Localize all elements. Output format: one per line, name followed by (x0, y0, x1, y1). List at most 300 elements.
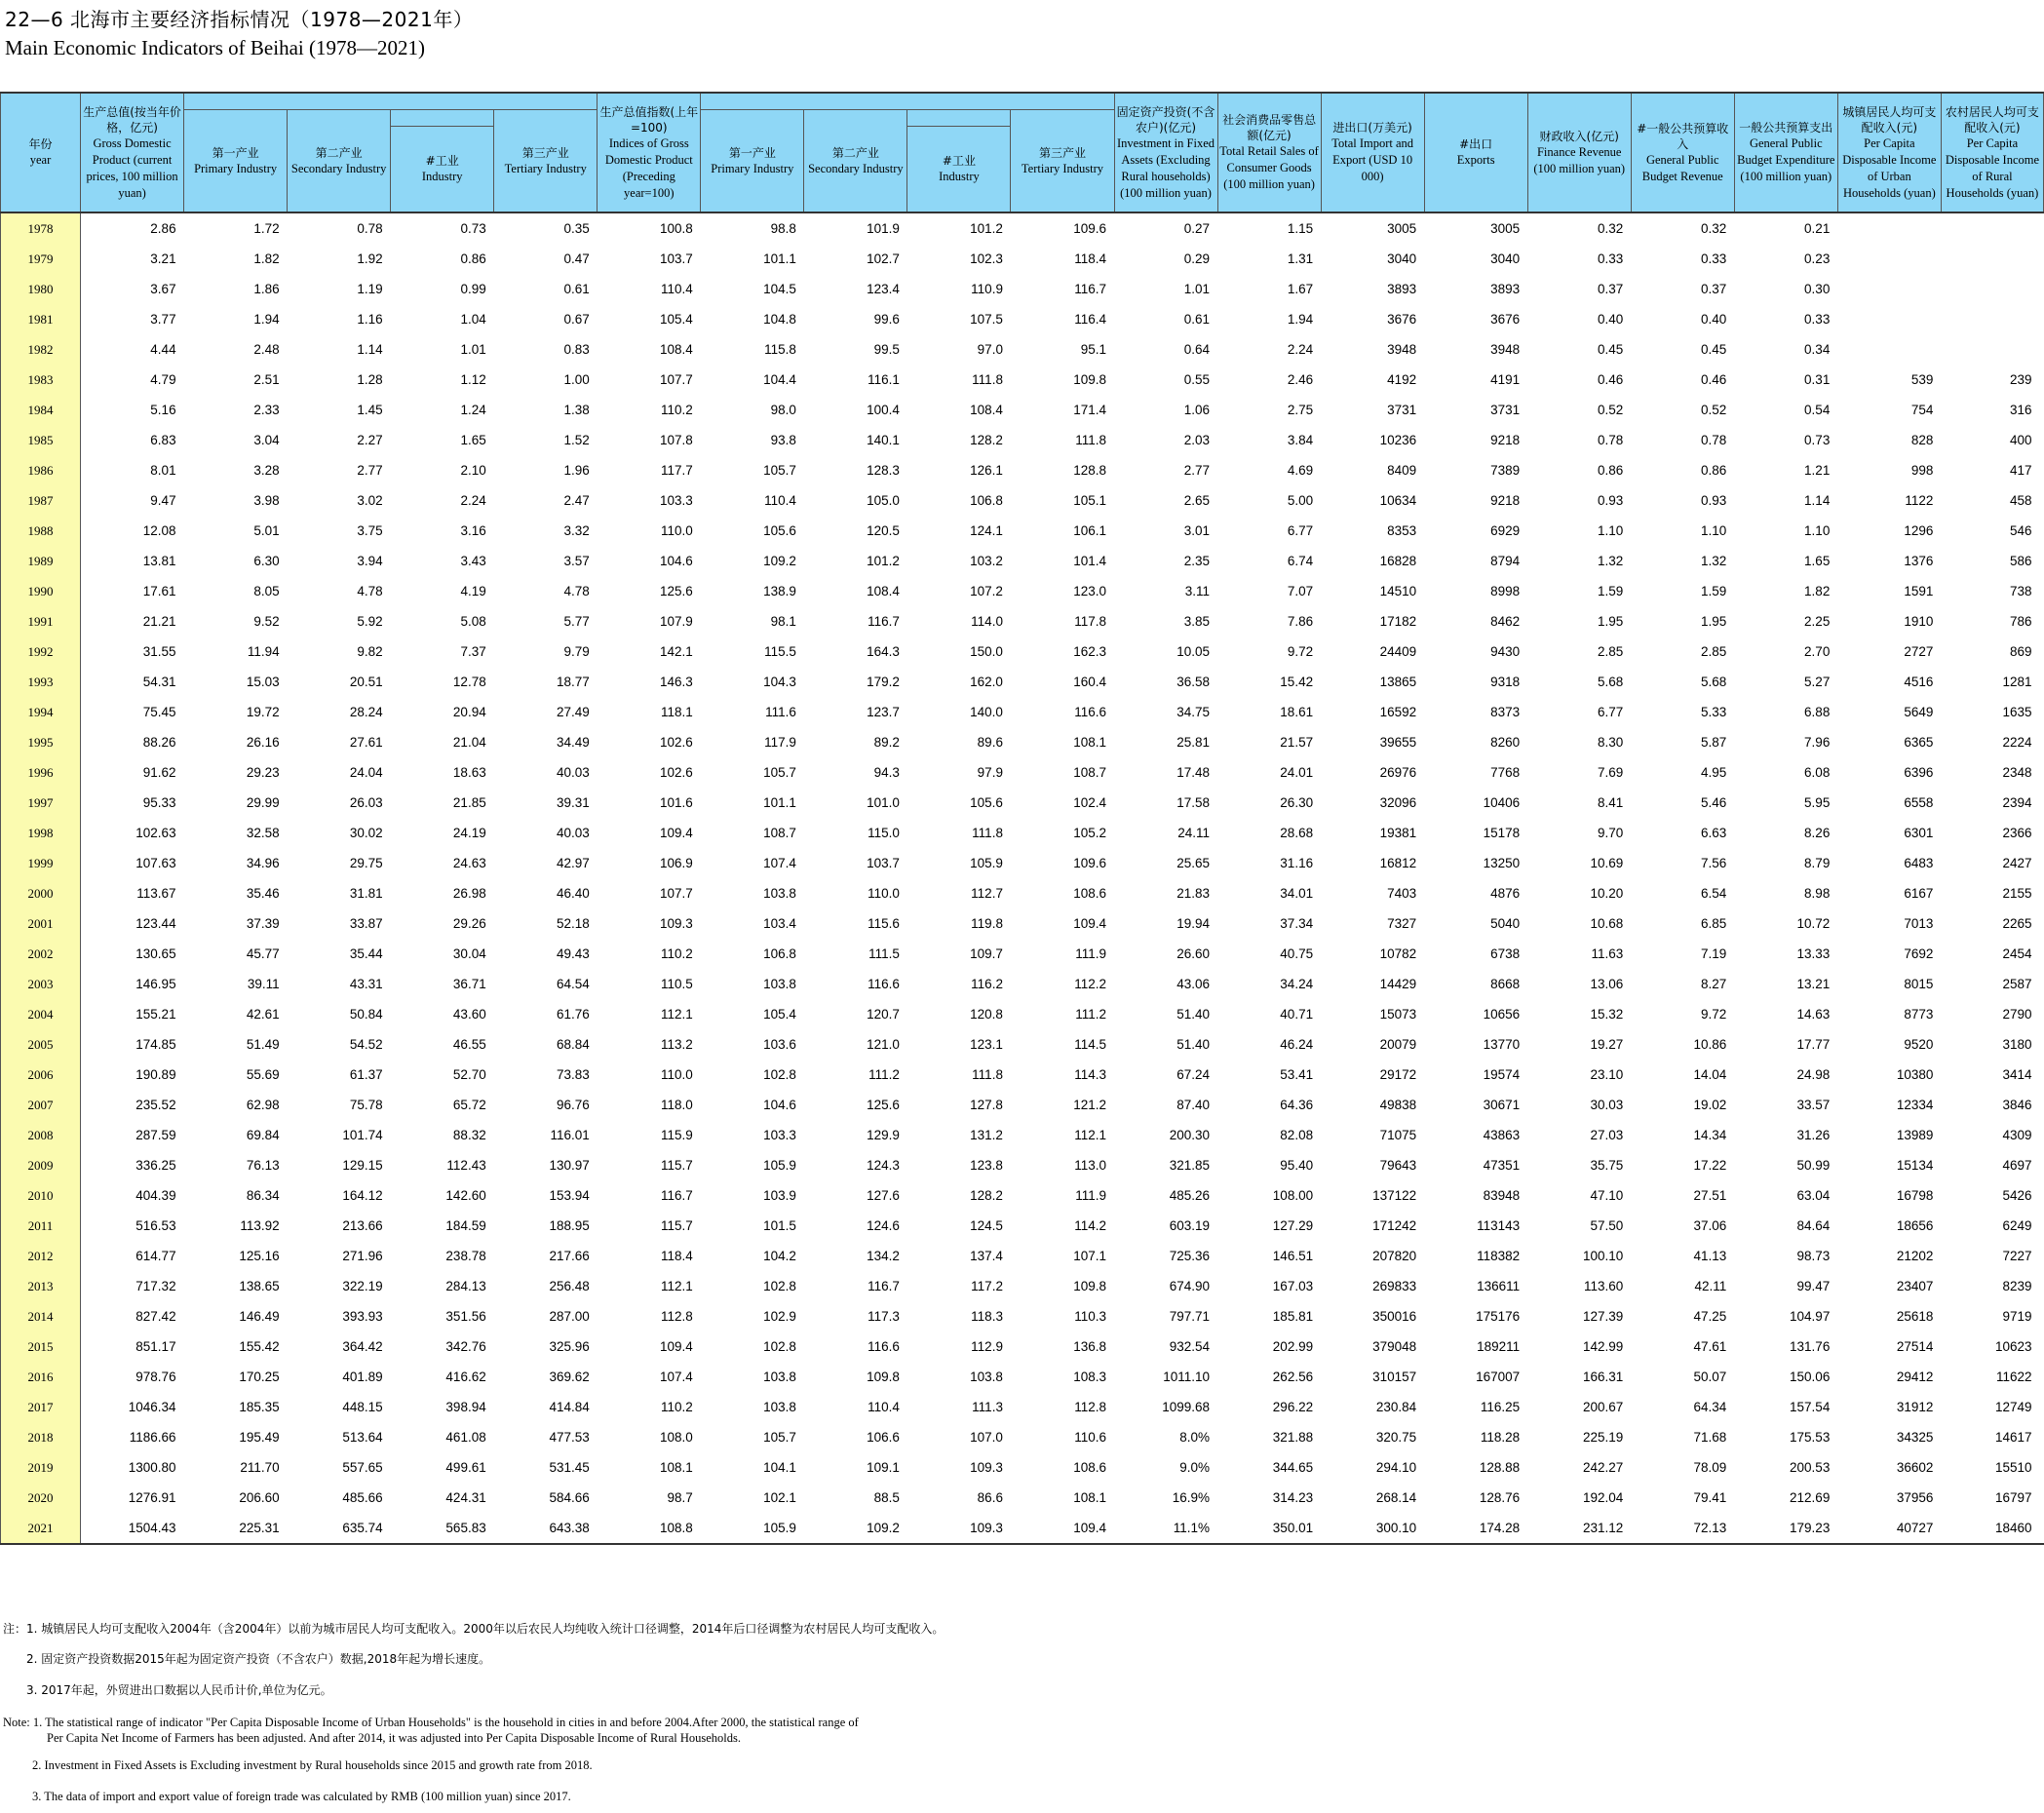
value-cell: 1.16 (357, 312, 383, 327)
year-cell: 1997 (1, 788, 81, 818)
value-cell: 142.60 (445, 1188, 486, 1203)
value-cell: 0.33 (1804, 312, 1831, 327)
value-cell: 3.77 (150, 312, 176, 327)
value-cell: 1.21 (1804, 463, 1831, 478)
value-cell: 111.9 (1075, 1188, 1106, 1203)
value-cell: 83948 (1483, 1188, 1521, 1203)
value-cell: 485.26 (1169, 1188, 1211, 1203)
table-row (1, 212, 2044, 244)
value-cell: 15.03 (246, 675, 280, 689)
value-cell: 3.43 (460, 554, 486, 568)
value-cell: 16812 (1379, 856, 1417, 870)
value-cell: 105.7 (763, 765, 796, 780)
value-cell: 8.30 (1597, 735, 1624, 750)
value-cell: 6.08 (1804, 765, 1831, 780)
year-cell: 2009 (1, 1150, 81, 1180)
value-cell: 869 (2009, 644, 2032, 659)
value-cell: 97.0 (977, 342, 1003, 357)
table-body (1, 212, 2044, 1544)
value-cell: 10.68 (1590, 916, 1624, 931)
value-cell: 103.3 (660, 493, 693, 508)
value-cell: 557.65 (342, 1460, 383, 1475)
value-cell: 458 (2009, 493, 2032, 508)
value-cell: 416.62 (445, 1369, 486, 1384)
value-cell: 5.92 (357, 614, 383, 629)
value-cell: 0.31 (1804, 372, 1831, 387)
value-cell: 46.40 (556, 886, 590, 901)
value-cell: 5040 (1490, 916, 1521, 931)
value-cell: 166.31 (1582, 1369, 1624, 1384)
header-finance-revenue: 财政收入(亿元) Finance Revenue (100 million yuan) (1527, 93, 1631, 212)
table-row (1, 667, 2044, 697)
value-cell: 14.04 (1693, 1067, 1727, 1082)
value-cell: 300.10 (1321, 1513, 1424, 1544)
value-cell: 95.1 (1080, 342, 1106, 357)
value-cell: 211.70 (240, 1460, 280, 1475)
value-cell: 3948 (1387, 342, 1417, 357)
note-en-3: 3. The data of import and export value of foreign trade was calculated by RMB (100 million yuan) since 2017. (32, 1790, 571, 1803)
value-cell: 0.35 (563, 221, 590, 236)
value-cell: 175.53 (1790, 1430, 1831, 1445)
value-cell (1837, 334, 1941, 365)
value-cell: 19.27 (1590, 1037, 1624, 1052)
value-cell: 14617 (1994, 1430, 2032, 1445)
year-cell: 1995 (1, 727, 81, 757)
value-cell: 3.02 (357, 493, 383, 508)
value-cell: 344.65 (1272, 1460, 1314, 1475)
value-cell: 13865 (1379, 675, 1417, 689)
value-cell: 404.39 (135, 1188, 176, 1203)
table-row (1, 546, 2044, 576)
value-cell: 1.01 (1183, 282, 1211, 296)
value-cell: 100.10 (1582, 1249, 1624, 1263)
value-cell: 101.1 (763, 795, 796, 810)
value-cell: 93.8 (770, 433, 796, 447)
value-cell: 40727 (1837, 1513, 1941, 1544)
value-cell: 107.63 (135, 856, 176, 870)
value-cell (1941, 212, 2043, 244)
value-cell: 123.7 (867, 705, 900, 719)
value-cell: 738 (2009, 584, 2032, 598)
value-cell: 124.3 (867, 1158, 900, 1173)
value-cell: 978.76 (135, 1369, 176, 1384)
value-cell: 116.7 (1074, 282, 1106, 296)
value-cell: 127.39 (1582, 1309, 1624, 1324)
value-cell: 112.1 (661, 1007, 693, 1022)
value-cell: 321.88 (1272, 1430, 1314, 1445)
value-cell: 1.32 (1701, 554, 1727, 568)
value-cell: 103.8 (763, 1369, 796, 1384)
value-cell: 21.83 (1176, 886, 1211, 901)
value-cell: 190.89 (135, 1067, 176, 1082)
value-cell: 516.53 (135, 1218, 176, 1233)
value-cell: 107.5 (970, 312, 1003, 327)
value-cell: 24.63 (452, 856, 486, 870)
table-row (1, 1331, 2044, 1362)
value-cell: 130.97 (549, 1158, 590, 1173)
value-cell: 325.96 (549, 1339, 590, 1354)
value-cell: 164.12 (342, 1188, 383, 1203)
value-cell: 50.99 (1796, 1158, 1831, 1173)
value-cell: 584.66 (549, 1490, 590, 1505)
value-cell: 140.1 (867, 433, 900, 447)
value-cell: 96.76 (556, 1098, 590, 1112)
value-cell: 2454 (2002, 946, 2032, 961)
value-cell: 3731 (1490, 403, 1521, 417)
value-cell: 1.14 (357, 342, 383, 357)
value-cell: 110.6 (1074, 1430, 1106, 1445)
value-cell: 206.60 (239, 1490, 280, 1505)
value-cell: 107.7 (660, 372, 693, 387)
value-cell: 37956 (1896, 1490, 1934, 1505)
value-cell: 84.64 (1796, 1218, 1831, 1233)
value-cell: 114.0 (971, 614, 1003, 629)
value-cell: 49.43 (556, 946, 590, 961)
value-cell: 21.85 (452, 795, 486, 810)
value-cell: 146.3 (660, 675, 693, 689)
value-cell: 8462 (1490, 614, 1521, 629)
value-cell: 109.6 (1073, 221, 1106, 236)
value-cell: 110.2 (661, 403, 693, 417)
value-cell: 4.78 (563, 584, 590, 598)
value-cell: 49838 (1379, 1098, 1417, 1112)
value-cell: 256.48 (549, 1279, 590, 1293)
table-row (1, 697, 2044, 727)
value-cell: 111.8 (972, 372, 1003, 387)
value-cell: 287.00 (549, 1309, 590, 1324)
value-cell: 101.9 (867, 221, 900, 236)
value-cell: 110.2 (661, 946, 693, 961)
value-cell: 100.4 (867, 403, 900, 417)
table-row (1, 516, 2044, 546)
value-cell: 13.33 (1796, 946, 1831, 961)
value-cell: 105.6 (763, 523, 796, 538)
value-cell: 68.84 (556, 1037, 590, 1052)
value-cell: 1300.80 (128, 1460, 176, 1475)
table-row (1, 727, 2044, 757)
value-cell: 138.9 (763, 584, 796, 598)
value-cell: 103.2 (970, 554, 1003, 568)
value-cell: 97.9 (977, 765, 1003, 780)
value-cell: 1.94 (253, 312, 280, 327)
value-cell: 109.2 (763, 554, 796, 568)
value-cell: 104.6 (763, 1098, 796, 1112)
value-cell: 104.4 (763, 372, 796, 387)
value-cell: 15.32 (1590, 1007, 1624, 1022)
value-cell: 118.28 (1480, 1430, 1521, 1445)
value-cell: 29.26 (452, 916, 486, 931)
value-cell: 239 (2009, 372, 2032, 387)
value-cell: 1.10 (1597, 523, 1624, 538)
value-cell: 104.8 (763, 312, 796, 327)
value-cell: 35.46 (246, 886, 280, 901)
value-cell: 104.97 (1790, 1309, 1831, 1324)
value-cell: 1.96 (563, 463, 590, 478)
value-cell: 4.95 (1701, 765, 1727, 780)
value-cell: 103.8 (763, 886, 796, 901)
value-cell: 13.06 (1590, 977, 1624, 991)
value-cell: 786 (2009, 614, 2032, 629)
value-cell: 10380 (1896, 1067, 1934, 1082)
value-cell: 477.53 (549, 1430, 590, 1445)
value-cell: 34.96 (246, 856, 280, 870)
value-cell: 111.2 (868, 1067, 900, 1082)
value-cell: 19.02 (1693, 1098, 1727, 1112)
value-cell: 3948 (1490, 342, 1521, 357)
value-cell: 2727 (1904, 644, 1934, 659)
value-cell: 121.2 (1073, 1098, 1106, 1112)
value-cell: 6.63 (1701, 826, 1727, 840)
header-gdp-industry-spacer (391, 110, 494, 127)
value-cell: 3414 (2002, 1067, 2032, 1082)
value-cell: 107.4 (763, 856, 796, 870)
note-cn-3: 3. 2017年起，外贸进出口数据以人民币计价,单位为亿元。 (26, 1683, 332, 1697)
value-cell: 269833 (1372, 1279, 1417, 1293)
value-cell: 75.45 (142, 705, 176, 719)
value-cell: 0.21 (1804, 221, 1831, 236)
value-cell: 635.74 (288, 1513, 391, 1544)
value-cell: 109.4 (660, 826, 693, 840)
value-cell: 2790 (2002, 1007, 2032, 1022)
value-cell: 3040 (1387, 251, 1417, 266)
value-cell: 26.98 (452, 886, 486, 901)
value-cell: 13.21 (1796, 977, 1831, 991)
value-cell: 1276.91 (128, 1490, 176, 1505)
value-cell: 28.68 (1280, 826, 1314, 840)
value-cell: 88.26 (142, 735, 176, 750)
table-row (1, 455, 2044, 485)
value-cell: 117.3 (868, 1309, 900, 1324)
table-row (1, 425, 2044, 455)
value-cell: 18460 (1941, 1513, 2043, 1544)
value-cell: 50.07 (1693, 1369, 1727, 1384)
value-cell: 26976 (1379, 765, 1417, 780)
year-cell: 1983 (1, 365, 81, 395)
value-cell: 128.76 (1479, 1490, 1521, 1505)
value-cell: 24.19 (452, 826, 486, 840)
table-row (1, 999, 2044, 1029)
header-index-industry-spacer (907, 110, 1011, 127)
value-cell: 27.51 (1693, 1188, 1727, 1203)
value-cell: 8.98 (1804, 886, 1831, 901)
value-cell: 125.6 (867, 1098, 900, 1112)
value-cell: 34.01 (1280, 886, 1314, 901)
value-cell: 1.31 (1287, 251, 1314, 266)
value-cell: 109.4 (660, 1339, 693, 1354)
value-cell: 112.8 (1074, 1400, 1106, 1414)
value-cell: 0.61 (563, 282, 590, 296)
value-cell: 321.85 (1169, 1158, 1211, 1173)
value-cell: 2.77 (1183, 463, 1211, 478)
value-cell (1837, 274, 1941, 304)
value-cell: 26.60 (1176, 946, 1211, 961)
header-fixed-assets: 固定资产投资(不含农户)(亿元) Investment in Fixed Assets (Excluding Rural households) (100 million yuan) (1114, 93, 1217, 212)
value-cell: 40.71 (1280, 1007, 1314, 1022)
value-cell: 3.04 (253, 433, 280, 447)
header-urban-income: 城镇居民人均可支配收入(元) Per Capita Disposable Income of Urban Households (yuan) (1837, 93, 1941, 212)
value-cell: 6396 (1904, 765, 1934, 780)
value-cell: 2.70 (1804, 644, 1831, 659)
value-cell: 116.6 (868, 1339, 900, 1354)
value-cell: 4309 (2002, 1128, 2032, 1142)
value-cell: 109.8 (1073, 372, 1106, 387)
value-cell: 25.81 (1176, 735, 1211, 750)
value-cell: 7013 (1904, 916, 1934, 931)
value-cell: 109.2 (804, 1513, 907, 1544)
value-cell: 108.6 (1073, 886, 1106, 901)
value-cell: 116.1 (868, 372, 900, 387)
value-cell: 1281 (2002, 675, 2032, 689)
year-cell: 2011 (1, 1211, 81, 1241)
value-cell: 120.5 (867, 523, 900, 538)
value-cell: 0.29 (1183, 251, 1211, 266)
value-cell: 6929 (1490, 523, 1521, 538)
value-cell: 12.08 (142, 523, 176, 538)
value-cell: 314.23 (1272, 1490, 1314, 1505)
value-cell: 754 (1910, 403, 1934, 417)
value-cell: 10782 (1379, 946, 1417, 961)
header-budget-revenue: #一般公共预算收入 General Public Budget Revenue (1631, 93, 1734, 212)
value-cell: 7.96 (1804, 735, 1831, 750)
value-cell: 2.25 (1804, 614, 1831, 629)
value-cell: 179.2 (867, 675, 900, 689)
value-cell: 0.32 (1701, 221, 1727, 236)
table-row (1, 1301, 2044, 1331)
value-cell: 603.19 (1169, 1218, 1211, 1233)
value-cell: 0.78 (1701, 433, 1727, 447)
value-cell: 1.45 (357, 403, 383, 417)
value-cell: 61.76 (556, 1007, 590, 1022)
value-cell: 14510 (1379, 584, 1417, 598)
value-cell: 102.63 (135, 826, 176, 840)
value-cell: 3.16 (460, 523, 486, 538)
value-cell: 6.83 (150, 433, 176, 447)
value-cell: 109.7 (970, 946, 1003, 961)
value-cell: 105.9 (701, 1513, 804, 1544)
value-cell: 0.34 (1804, 342, 1831, 357)
value-cell: 103.7 (660, 251, 693, 266)
value-cell: 101.4 (1073, 554, 1106, 568)
year-cell: 2001 (1, 908, 81, 939)
value-cell: 104.5 (763, 282, 796, 296)
value-cell: 125.6 (660, 584, 693, 598)
year-cell: 1978 (1, 212, 81, 244)
year-cell: 2010 (1, 1180, 81, 1211)
value-cell: 99.6 (873, 312, 900, 327)
value-cell: 827.42 (135, 1309, 176, 1324)
value-cell (1837, 212, 1941, 244)
table-row (1, 1060, 2044, 1090)
value-cell: 212.69 (1790, 1490, 1831, 1505)
value-cell: 29.99 (246, 795, 280, 810)
value-cell: 108.1 (1073, 735, 1106, 750)
value-cell: 10.05 (1176, 644, 1211, 659)
value-cell: 117.8 (1074, 614, 1106, 629)
value-cell: 76.13 (246, 1158, 280, 1173)
table-row (1, 1362, 2044, 1392)
table-row (1, 576, 2044, 606)
value-cell: 78.09 (1693, 1460, 1727, 1475)
value-cell: 5.77 (563, 614, 590, 629)
value-cell: 3005 (1387, 221, 1417, 236)
value-cell: 5.16 (150, 403, 176, 417)
value-cell: 29.75 (349, 856, 383, 870)
value-cell: 101.2 (970, 221, 1003, 236)
value-cell: 1.59 (1597, 584, 1624, 598)
value-cell: 157.54 (1790, 1400, 1831, 1414)
value-cell: 73.83 (556, 1067, 590, 1082)
value-cell: 185.81 (1272, 1309, 1314, 1324)
value-cell: 155.21 (135, 1007, 176, 1022)
header-gdp-index: 生产总值指数(上年=100) Indices of Gross Domestic Product (Preceding year=100) (598, 93, 701, 212)
value-cell: 351.56 (445, 1309, 486, 1324)
year-cell: 2007 (1, 1090, 81, 1120)
value-cell: 12.78 (452, 675, 486, 689)
value-cell: 26.16 (246, 735, 280, 750)
value-cell: 16797 (1994, 1490, 2032, 1505)
value-cell: 108.4 (970, 403, 1003, 417)
value-cell: 27.03 (1590, 1128, 1624, 1142)
value-cell: 350.01 (1217, 1513, 1321, 1544)
value-cell: 1.38 (563, 403, 590, 417)
value-cell: 0.78 (357, 221, 383, 236)
value-cell: 0.93 (1701, 493, 1727, 508)
value-cell: 485.66 (342, 1490, 383, 1505)
table-row (1, 1029, 2044, 1060)
table-row (1, 818, 2044, 848)
value-cell: 111.2 (1075, 1007, 1106, 1022)
value-cell: 725.36 (1169, 1249, 1211, 1263)
value-cell: 24.98 (1796, 1067, 1831, 1082)
value-cell: 11.1% (1114, 1513, 1217, 1544)
value-cell: 2.03 (1183, 433, 1211, 447)
value-cell: 171.4 (1073, 403, 1106, 417)
value-cell: 107.2 (970, 584, 1003, 598)
value-cell: 160.4 (1073, 675, 1106, 689)
value-cell: 1.82 (253, 251, 280, 266)
value-cell: 24.11 (1177, 826, 1211, 840)
value-cell: 1.65 (460, 433, 486, 447)
value-cell: 4191 (1490, 372, 1521, 387)
value-cell: 71075 (1379, 1128, 1417, 1142)
value-cell: 1504.43 (81, 1513, 184, 1544)
value-cell: 53.41 (1280, 1067, 1314, 1082)
value-cell: 998 (1910, 463, 1934, 478)
year-cell: 1982 (1, 334, 81, 365)
value-cell: 105.9 (970, 856, 1003, 870)
value-cell: 7.07 (1287, 584, 1314, 598)
value-cell: 146.51 (1272, 1249, 1314, 1263)
table-row (1, 969, 2044, 999)
value-cell: 109.4 (1011, 1513, 1114, 1544)
value-cell: 134.2 (867, 1249, 900, 1263)
year-cell: 1980 (1, 274, 81, 304)
table-row (1, 757, 2044, 788)
value-cell: 111.6 (765, 705, 796, 719)
header-gdp-industry: #工业 Industry (391, 127, 494, 213)
value-cell: 102.9 (763, 1309, 796, 1324)
value-cell: 10656 (1483, 1007, 1521, 1022)
value-cell: 34.75 (1176, 705, 1211, 719)
value-cell: 287.59 (135, 1128, 176, 1142)
value-cell: 7.19 (1701, 946, 1727, 961)
value-cell: 9.52 (253, 614, 280, 629)
value-cell: 6.77 (1597, 705, 1624, 719)
value-cell: 0.33 (1701, 251, 1727, 266)
value-cell: 131.76 (1790, 1339, 1831, 1354)
value-cell: 5.87 (1701, 735, 1727, 750)
value-cell: 63.04 (1796, 1188, 1831, 1203)
